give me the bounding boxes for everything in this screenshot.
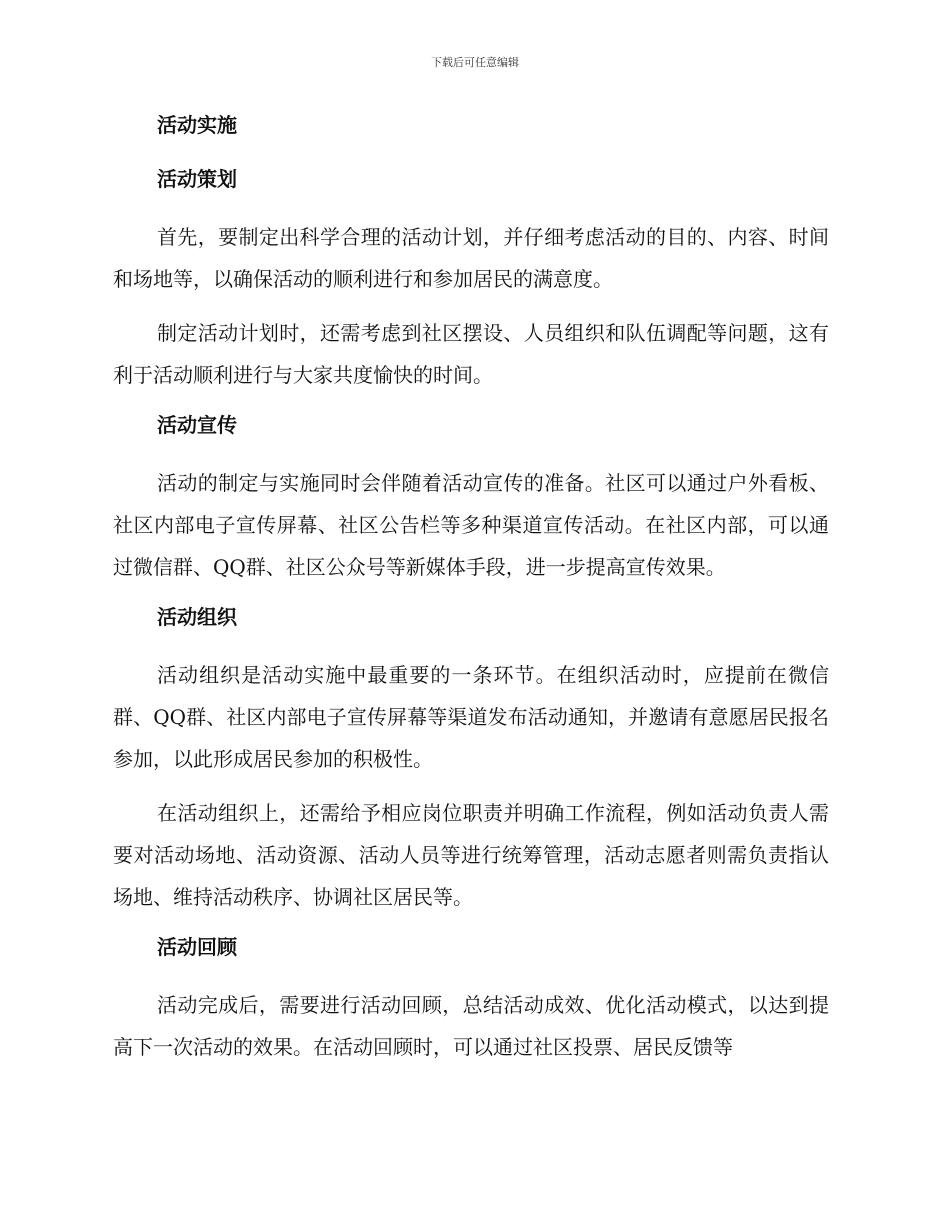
paragraph: 活动完成后，需要进行活动回顾，总结活动成效、优化活动模式，以达到提高下一次活动的效果。在活动回顾时，可以通过社区投票、居民反馈等 xyxy=(113,993,829,1059)
section-heading: 活动宣传 xyxy=(157,413,237,437)
document-title: 活动实施 xyxy=(157,113,237,137)
paragraph: 活动的制定与实施同时会伴随着活动宣传的准备。社区可以通过户外看板、社区内部电子宣传屏幕、社区公告栏等多种渠道宣传活动。在社区内部，可以通过微信群、QQ群、社区公众号等新媒体手段，进一步提高宣传效果。 xyxy=(113,471,829,579)
paragraph: 制定活动计划时，还需考虑到社区摆设、人员组织和队伍调配等问题，这有利于活动顺利进行与大家共度愉快的时间。 xyxy=(113,321,829,387)
paragraph: 活动组织是活动实施中最重要的一条环节。在组织活动时，应提前在微信群、QQ群、社区内部电子宣传屏幕等渠道发布活动通知，并邀请有意愿居民报名参加，以此形成居民参加的积极性。 xyxy=(113,663,829,771)
paragraph: 在活动组织上，还需给予相应岗位职责并明确工作流程，例如活动负责人需要对活动场地、活动资源、活动人员等进行统筹管理，活动志愿者则需负责指认场地、维持活动秩序、协调社区居民等。 xyxy=(113,801,829,909)
paragraph: 首先，要制定出科学合理的活动计划，并仔细考虑活动的目的、内容、时间和场地等，以确保活动的顺利进行和参加居民的满意度。 xyxy=(113,225,829,291)
section-heading: 活动回顾 xyxy=(157,935,237,959)
section-heading: 活动组织 xyxy=(157,605,237,629)
page-header: 下载后可任意编辑 xyxy=(431,56,519,69)
document-body xyxy=(113,108,829,1080)
section-heading: 活动策划 xyxy=(157,167,237,191)
